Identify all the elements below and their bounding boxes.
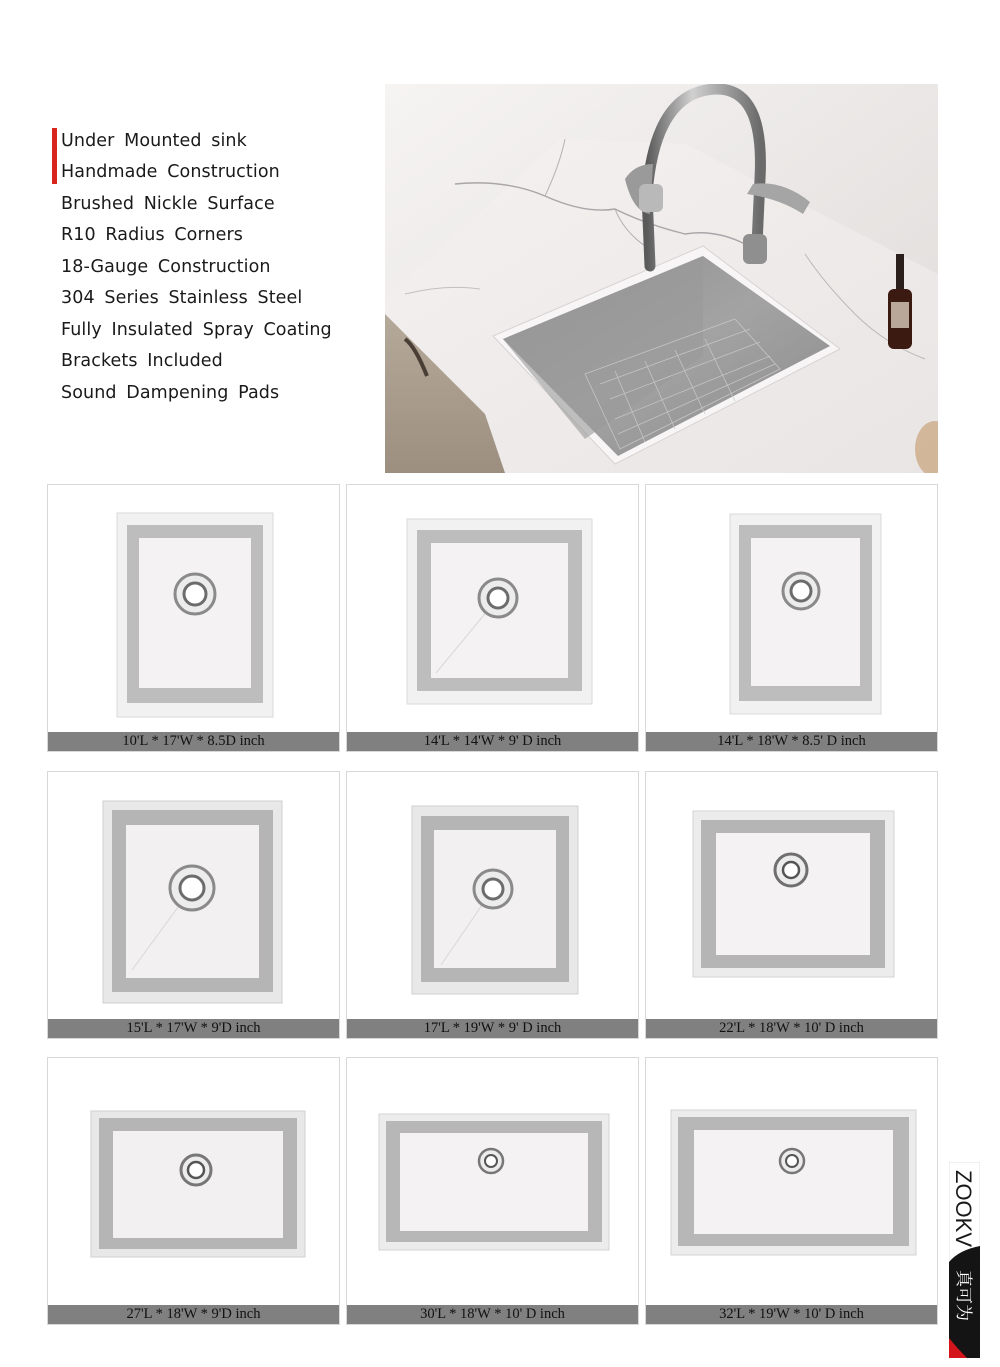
product-card xyxy=(346,1057,639,1325)
product-card xyxy=(47,771,340,1039)
sink-image xyxy=(102,800,283,1004)
product-dimensions: 14'L * 14'W * 9' D inch xyxy=(347,732,638,751)
sink-scene-illustration xyxy=(385,84,938,473)
feature-item: Sound Dampening Pads xyxy=(61,383,280,403)
product-dimensions: 14'L * 18'W * 8.5' D inch xyxy=(646,732,937,751)
product-card xyxy=(645,771,938,1039)
sink-image xyxy=(729,513,882,715)
sink-image xyxy=(378,1113,610,1251)
feature-item: 18-Gauge Construction xyxy=(61,257,271,277)
product-dimensions: 15'L * 17'W * 9'D inch xyxy=(48,1019,339,1038)
product-card xyxy=(47,484,340,752)
product-dimensions: 22'L * 18'W * 10' D inch xyxy=(646,1019,937,1038)
feature-item: Under Mounted sink xyxy=(61,131,247,151)
brand-logo xyxy=(949,1162,980,1358)
sink-image xyxy=(670,1109,917,1256)
sink-image xyxy=(692,810,895,978)
brand-logo-mark xyxy=(949,1162,980,1358)
accent-bar xyxy=(52,128,57,184)
sink-image xyxy=(116,512,274,718)
sink-image xyxy=(90,1110,306,1258)
hero-photo xyxy=(385,84,938,473)
sink-image xyxy=(411,805,579,995)
feature-item: Fully Insulated Spray Coating xyxy=(61,320,332,340)
brand-chinese-name: 真可为 xyxy=(953,1270,973,1321)
feature-item: Brackets Included xyxy=(61,351,223,371)
product-card xyxy=(47,1057,340,1325)
product-dimensions: 32'L * 19'W * 10' D inch xyxy=(646,1305,937,1324)
feature-item: Handmade Construction xyxy=(61,162,280,182)
product-dimensions: 30'L * 18'W * 10' D inch xyxy=(347,1305,638,1324)
product-dimensions: 27'L * 18'W * 9'D inch xyxy=(48,1305,339,1324)
product-card xyxy=(346,771,639,1039)
product-card xyxy=(645,1057,938,1325)
brand-name: ZOOKV xyxy=(951,1170,976,1248)
product-card xyxy=(645,484,938,752)
sink-image xyxy=(406,518,593,705)
product-dimensions: 17'L * 19'W * 9' D inch xyxy=(347,1019,638,1038)
feature-item: 304 Series Stainless Steel xyxy=(61,288,303,308)
feature-item: R10 Radius Corners xyxy=(61,225,244,245)
product-card xyxy=(346,484,639,752)
product-dimensions: 10'L * 17'W * 8.5D inch xyxy=(48,732,339,751)
registered-mark: ® xyxy=(972,1256,979,1262)
feature-item: Brushed Nickle Surface xyxy=(61,194,275,214)
